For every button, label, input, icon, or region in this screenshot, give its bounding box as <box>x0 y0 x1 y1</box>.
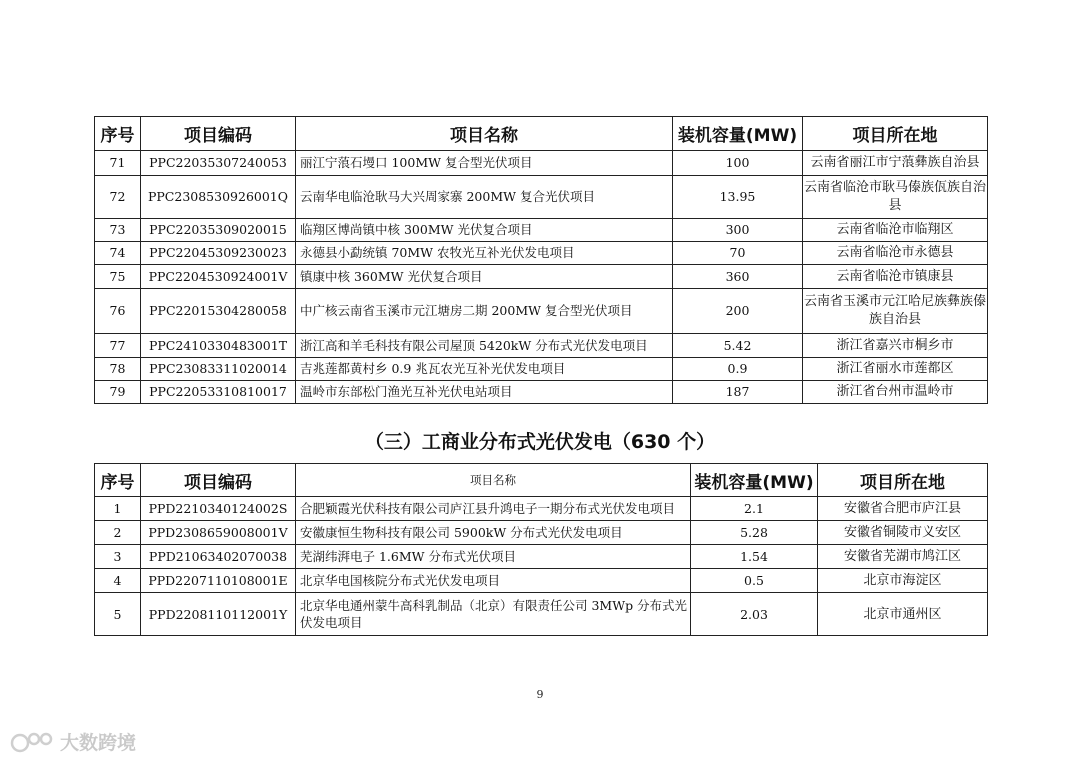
project-location: 北京市通州区 <box>818 593 988 636</box>
installed-capacity: 2.03 <box>691 593 818 636</box>
project-code: PPC22053310810017 <box>141 381 296 404</box>
watermark <box>10 728 136 755</box>
table-row <box>95 265 988 289</box>
project-name: 北京华电通州蒙牛高科乳制品（北京）有限责任公司 3MWp 分布式光伏发电项目 <box>296 593 691 636</box>
table-row <box>95 176 988 219</box>
project-location: 浙江省台州市温岭市 <box>803 381 988 404</box>
project-name: 温岭市东部松门渔光互补光伏电站项目 <box>296 381 673 404</box>
project-location: 安徽省合肥市庐江县 <box>818 497 988 521</box>
project-table-commercial-pv <box>94 463 988 636</box>
table-row <box>95 593 988 636</box>
project-name: 镇康中核 360MW 光伏复合项目 <box>296 265 673 289</box>
project-location: 北京市海淀区 <box>818 569 988 593</box>
project-code: PPD21063402070038 <box>141 545 296 569</box>
table-row <box>95 219 988 242</box>
project-code: PPD2208110112001Y <box>141 593 296 636</box>
project-location: 浙江省丽水市莲都区 <box>803 358 988 381</box>
project-name: 云南华电临沧耿马大兴周家寨 200MW 复合光伏项目 <box>296 176 673 219</box>
installed-capacity: 200 <box>673 289 803 334</box>
installed-capacity: 2.1 <box>691 497 818 521</box>
table-row <box>95 381 988 404</box>
project-name: 北京华电国核院分布式光伏发电项目 <box>296 569 691 593</box>
watermark-text: 大数跨境 <box>60 732 137 754</box>
row-index: 73 <box>95 219 141 242</box>
project-code: PPC2204530924001V <box>141 265 296 289</box>
project-name: 合肥颖霞光伏科技有限公司庐江县升鸿电子一期分布式光伏发电项目 <box>296 497 691 521</box>
row-index: 78 <box>95 358 141 381</box>
row-index: 79 <box>95 381 141 404</box>
row-index: 71 <box>95 151 141 176</box>
installed-capacity: 360 <box>673 265 803 289</box>
installed-capacity: 187 <box>673 381 803 404</box>
project-code: PPC22015304280058 <box>141 289 296 334</box>
project-name: 浙江高和羊毛科技有限公司屋顶 5420kW 分布式光伏发电项目 <box>296 334 673 358</box>
table-row <box>95 497 988 521</box>
project-code: PPD2210340124002S <box>141 497 296 521</box>
installed-capacity: 100 <box>673 151 803 176</box>
project-code: PPD2207110108001E <box>141 569 296 593</box>
project-code: PPC22035307240053 <box>141 151 296 176</box>
project-location: 云南省临沧市临翔区 <box>803 219 988 242</box>
row-index: 4 <box>95 569 141 593</box>
header-index: 序号 <box>95 117 141 151</box>
header-name: 项目名称 <box>296 464 691 497</box>
project-name: 安徽康恒生物科技有限公司 5900kW 分布式光伏发电项目 <box>296 521 691 545</box>
row-index: 3 <box>95 545 141 569</box>
table-row <box>95 334 988 358</box>
row-index: 72 <box>95 176 141 219</box>
installed-capacity: 70 <box>673 242 803 265</box>
installed-capacity: 1.54 <box>691 545 818 569</box>
project-name: 永德县小勐统镇 70MW 农牧光互补光伏发电项目 <box>296 242 673 265</box>
installed-capacity: 5.42 <box>673 334 803 358</box>
table-header-row <box>95 464 988 497</box>
header-location: 项目所在地 <box>803 117 988 151</box>
header-code: 项目编码 <box>141 117 296 151</box>
project-name: 丽江宁蒗石墁口 100MW 复合型光伏项目 <box>296 151 673 176</box>
section-heading: （三）工商业分布式光伏发电（630 个） <box>364 431 716 453</box>
project-location: 云南省临沧市永德县 <box>803 242 988 265</box>
header-capacity: 装机容量(MW) <box>673 117 803 151</box>
project-name: 芜湖纬湃电子 1.6MW 分布式光伏项目 <box>296 545 691 569</box>
project-location: 云南省临沧市镇康县 <box>803 265 988 289</box>
table-header-row <box>95 117 988 151</box>
header-index: 序号 <box>95 464 141 497</box>
page-number: 9 <box>536 688 544 701</box>
project-table-ground-pv <box>94 116 988 404</box>
project-code: PPC2308530926001Q <box>141 176 296 219</box>
row-index: 74 <box>95 242 141 265</box>
table-row <box>95 151 988 176</box>
project-code: PPC22045309230023 <box>141 242 296 265</box>
table-row <box>95 358 988 381</box>
installed-capacity: 5.28 <box>691 521 818 545</box>
project-code: PPC23083311020014 <box>141 358 296 381</box>
project-location: 浙江省嘉兴市桐乡市 <box>803 334 988 358</box>
project-location: 云南省临沧市耿马傣族佤族自治县 <box>803 176 988 219</box>
row-index: 76 <box>95 289 141 334</box>
row-index: 2 <box>95 521 141 545</box>
project-location: 云南省玉溪市元江哈尼族彝族傣族自治县 <box>803 289 988 334</box>
project-name: 中广核云南省玉溪市元江塘房二期 200MW 复合型光伏项目 <box>296 289 673 334</box>
table-row <box>95 545 988 569</box>
project-location: 安徽省芜湖市鸠江区 <box>818 545 988 569</box>
row-index: 75 <box>95 265 141 289</box>
row-index: 5 <box>95 593 141 636</box>
table-row <box>95 521 988 545</box>
project-location: 云南省丽江市宁蒗彝族自治县 <box>803 151 988 176</box>
installed-capacity: 300 <box>673 219 803 242</box>
project-location: 安徽省铜陵市义安区 <box>818 521 988 545</box>
table-row <box>95 242 988 265</box>
project-name: 吉兆莲都黄村乡 0.9 兆瓦农光互补光伏发电项目 <box>296 358 673 381</box>
installed-capacity: 13.95 <box>673 176 803 219</box>
installed-capacity: 0.5 <box>691 569 818 593</box>
installed-capacity: 0.9 <box>673 358 803 381</box>
header-location: 项目所在地 <box>818 464 988 497</box>
row-index: 77 <box>95 334 141 358</box>
project-code: PPC2410330483001T <box>141 334 296 358</box>
row-index: 1 <box>95 497 141 521</box>
project-name: 临翔区博尚镇中核 300MW 光伏复合项目 <box>296 219 673 242</box>
table-row <box>95 569 988 593</box>
header-capacity: 装机容量(MW) <box>691 464 818 497</box>
header-code: 项目编码 <box>141 464 296 497</box>
header-name: 项目名称 <box>296 117 673 151</box>
logo-icon <box>10 730 54 754</box>
project-code: PPC22035309020015 <box>141 219 296 242</box>
project-code: PPD2308659008001V <box>141 521 296 545</box>
table-row <box>95 289 988 334</box>
